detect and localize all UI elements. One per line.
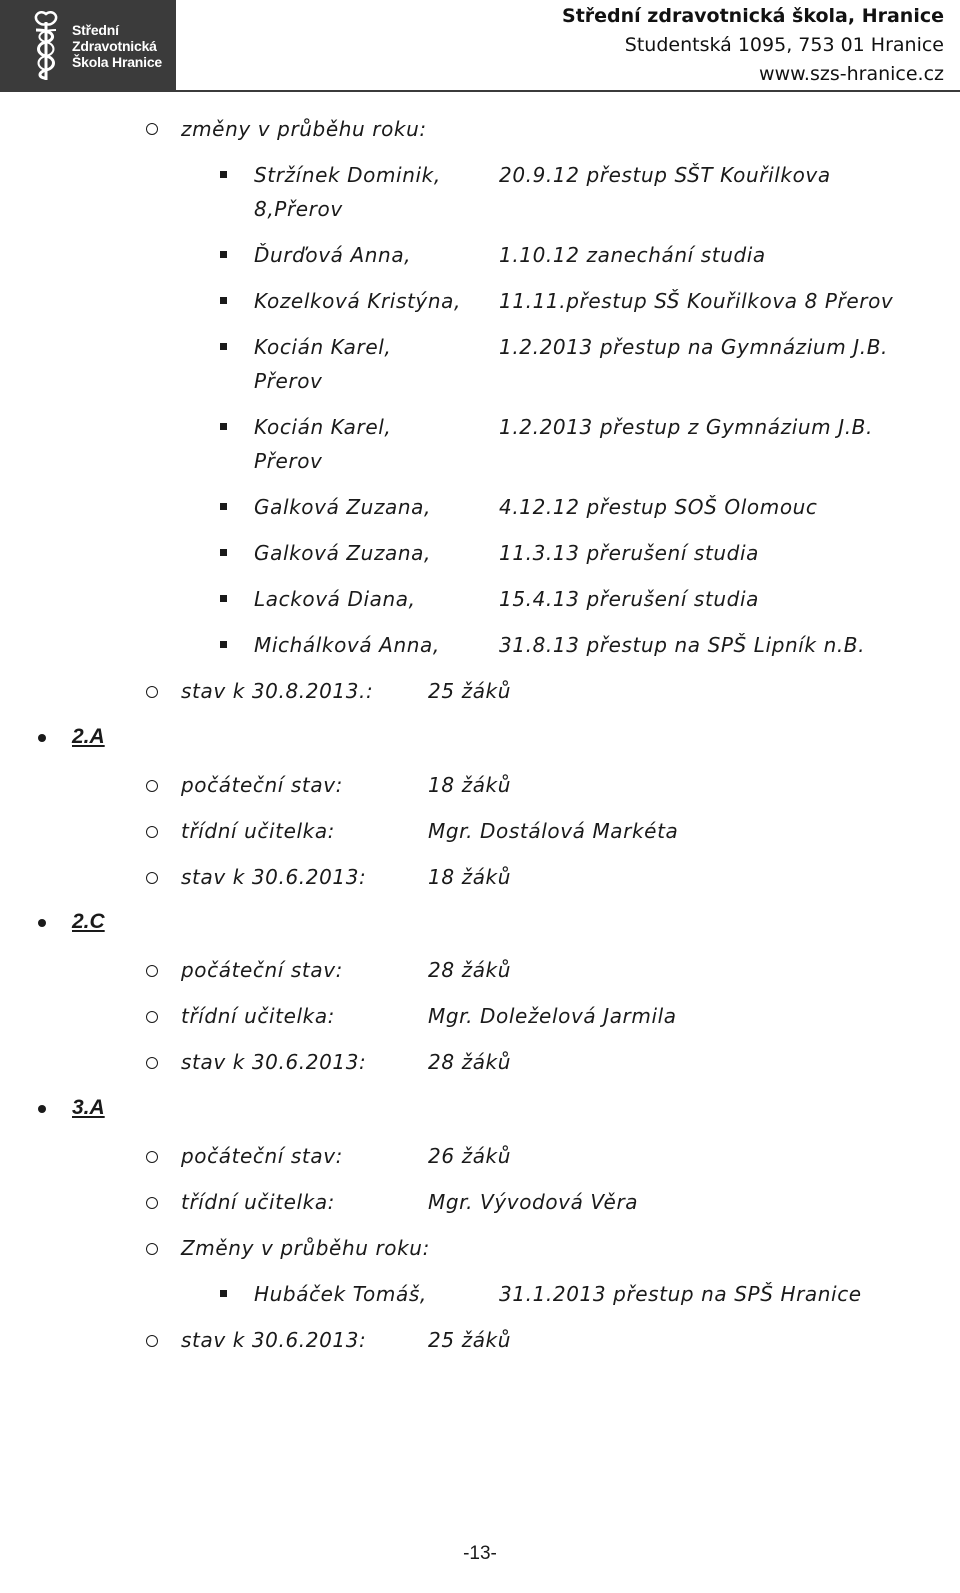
final-state-value: 18 žáků	[428, 865, 512, 889]
changes-label: Změny v průběhu roku:	[181, 1236, 430, 1260]
square-bullet-icon	[220, 503, 227, 510]
page-header	[0, 0, 960, 92]
square-bullet-icon	[220, 297, 227, 304]
page-number: -13-	[463, 1543, 497, 1564]
final-state-value: 25 žáků	[428, 1328, 512, 1352]
school-contact	[562, 2, 944, 89]
final-state-label: stav k 30.6.2013:	[181, 865, 367, 889]
teacher-value: Mgr. Vývodová Věra	[428, 1190, 639, 1214]
final-state-label: stav k 30.6.2013:	[181, 1328, 367, 1352]
student-name: Kocián Karel,	[254, 415, 392, 439]
logo-text	[72, 22, 162, 70]
student-name-cont: Přerov	[254, 369, 323, 393]
circle-bullet-icon	[146, 826, 158, 838]
initial-state-label: počáteční stav:	[181, 958, 344, 982]
student-name: Kocián Karel,	[254, 335, 392, 359]
square-bullet-icon	[220, 595, 227, 602]
teacher-label: třídní učitelka:	[181, 819, 336, 843]
circle-bullet-icon	[146, 1057, 158, 1069]
class-title: 2.C	[72, 910, 105, 933]
school-name: Střední zdravotnická škola, Hranice	[562, 5, 944, 27]
final-state-value: 28 žáků	[428, 1050, 512, 1074]
circle-bullet-icon	[146, 1197, 158, 1209]
change-note: 11.3.13 přerušení studia	[499, 541, 759, 565]
header-divider	[176, 90, 960, 92]
square-bullet-icon	[220, 1290, 227, 1297]
caduceus-icon	[26, 10, 66, 82]
changes-label: změny v průběhu roku:	[181, 117, 427, 141]
initial-state-value: 18 žáků	[428, 773, 512, 797]
school-logo	[0, 0, 176, 92]
circle-bullet-icon	[146, 1011, 158, 1023]
student-name: Ďurďová Anna,	[254, 243, 412, 267]
change-note: 1.10.12 zanechání studia	[499, 243, 766, 267]
change-note: 1.2.2013 přestup z Gymnázium J.B.	[499, 415, 873, 439]
change-note: 15.4.13 přerušení studia	[499, 587, 759, 611]
teacher-value: Mgr. Doleželová Jarmila	[428, 1004, 677, 1028]
final-state-label: stav k 30.6.2013:	[181, 1050, 367, 1074]
circle-bullet-icon	[146, 1335, 158, 1347]
student-name: Michálková Anna,	[254, 633, 440, 657]
student-name: Galková Zuzana,	[254, 495, 431, 519]
circle-bullet-icon	[146, 780, 158, 792]
initial-state-label: počáteční stav:	[181, 773, 344, 797]
circle-bullet-icon	[146, 872, 158, 884]
circle-bullet-icon	[146, 123, 158, 135]
initial-state-value: 28 žáků	[428, 958, 512, 982]
teacher-label: třídní učitelka:	[181, 1190, 336, 1214]
bullet-icon	[38, 734, 46, 742]
logo-line: Škola Hranice	[72, 54, 162, 70]
square-bullet-icon	[220, 171, 227, 178]
final-state-label: stav k 30.8.2013.:	[181, 679, 374, 703]
change-note: 31.8.13 přestup na SPŠ Lipník n.B.	[499, 633, 866, 657]
initial-state-value: 26 žáků	[428, 1144, 512, 1168]
student-name: Stržínek Dominik,	[254, 163, 441, 187]
school-website[interactable]: www.szs-hranice.cz	[759, 63, 944, 85]
teacher-value: Mgr. Dostálová Markéta	[428, 819, 679, 843]
student-name: Galková Zuzana,	[254, 541, 431, 565]
circle-bullet-icon	[146, 965, 158, 977]
change-note: 11.11.přestup SŠ Kouřilkova 8 Přerov	[499, 289, 894, 313]
student-name: Kozelková Kristýna,	[254, 289, 461, 313]
student-name-cont: Přerov	[254, 449, 323, 473]
logo-line: Zdravotnická	[72, 38, 157, 54]
bullet-icon	[38, 1105, 46, 1113]
change-note: 1.2.2013 přestup na Gymnázium J.B.	[499, 335, 888, 359]
square-bullet-icon	[220, 423, 227, 430]
student-name-cont: 8,Přerov	[254, 197, 343, 221]
change-note: 4.12.12 přestup SOŠ Olomouc	[499, 495, 818, 519]
bullet-icon	[38, 919, 46, 927]
class-title: 2.A	[72, 725, 105, 748]
school-address: Studentská 1095, 753 01 Hranice	[624, 34, 944, 56]
square-bullet-icon	[220, 343, 227, 350]
change-note: 20.9.12 přestup SŠT Kouřilkova	[499, 163, 831, 187]
teacher-label: třídní učitelka:	[181, 1004, 336, 1028]
circle-bullet-icon	[146, 1243, 158, 1255]
class-title: 3.A	[72, 1096, 105, 1119]
square-bullet-icon	[220, 641, 227, 648]
square-bullet-icon	[220, 549, 227, 556]
circle-bullet-icon	[146, 1151, 158, 1163]
logo-line: Střední	[72, 22, 119, 38]
student-name: Hubáček Tomáš,	[254, 1282, 427, 1306]
initial-state-label: počáteční stav:	[181, 1144, 344, 1168]
circle-bullet-icon	[146, 686, 158, 698]
final-state-value: 25 žáků	[428, 679, 512, 703]
change-note: 31.1.2013 přestup na SPŠ Hranice	[499, 1282, 862, 1306]
square-bullet-icon	[220, 251, 227, 258]
student-name: Lacková Diana,	[254, 587, 416, 611]
